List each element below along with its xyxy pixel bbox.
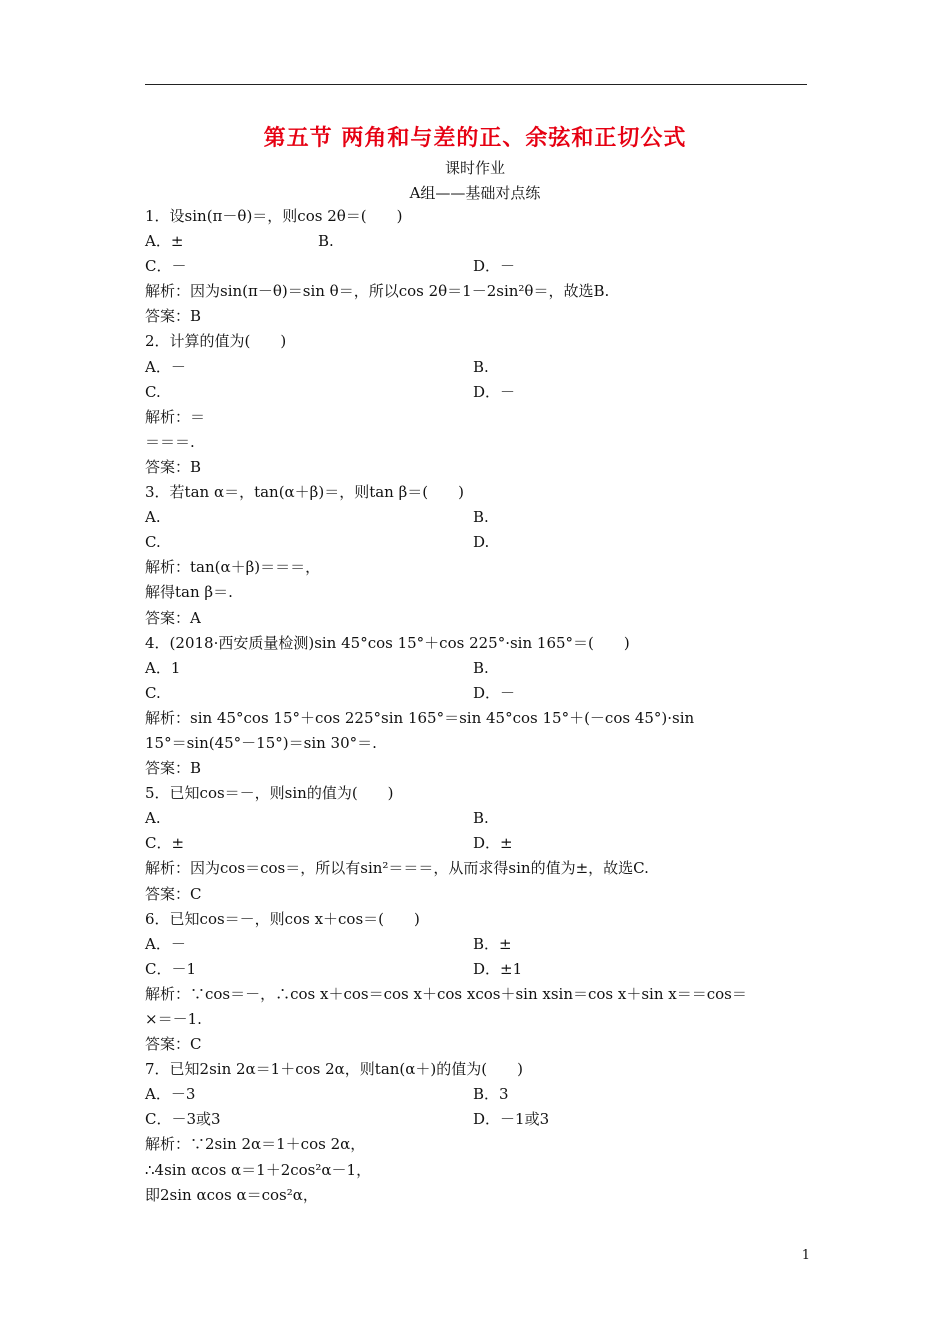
- text-line: 3．若tan α＝，tan(α＋β)＝，则tan β＝( ): [145, 483, 464, 502]
- text-line: ＝＝＝.: [145, 432, 195, 451]
- text-line: 答案：B: [145, 759, 202, 778]
- option-a: A．－3: [145, 1085, 196, 1104]
- text-line: 解析：＝: [145, 407, 206, 426]
- text-line: ×＝－1.: [145, 1010, 202, 1028]
- text-line: 1．设sin(π－θ)＝，则cos 2θ＝( ): [145, 207, 403, 225]
- text-line: 答案：B: [145, 457, 202, 476]
- option-a: A．±: [145, 232, 184, 251]
- option-row: [145, 355, 807, 380]
- option-b: D．－: [473, 257, 516, 276]
- option-row: [145, 656, 807, 681]
- text-line: 解析：∵cos＝－，∴cos x＋cos＝cos x＋cos xcos＋sin xsin＝cos x＋sin x＝＝cos＝: [145, 984, 747, 1003]
- page-number: 1: [801, 1248, 810, 1263]
- option-row: [145, 1082, 807, 1107]
- text-line: 解析：tan(α＋β)＝＝＝，: [145, 558, 321, 577]
- option-row: [145, 932, 807, 957]
- option-row: [145, 505, 807, 530]
- option-a: A．1: [145, 658, 181, 677]
- option-b: B.: [473, 658, 489, 677]
- text-line: 答案：C: [145, 1035, 202, 1054]
- option-row: [145, 1107, 807, 1132]
- option-a: A.: [145, 508, 161, 527]
- option-row: [145, 806, 807, 831]
- text-line: 解析：因为sin(π－θ)＝sin θ＝，所以cos 2θ＝1－2sin²θ＝，故选B.: [145, 282, 610, 301]
- text-line: 7．已知2sin 2α＝1＋cos 2α，则tan(α＋)的值为( ): [145, 1060, 523, 1079]
- option-a: A．－: [145, 357, 186, 376]
- exercise-body: [145, 204, 807, 1208]
- option-a: C.: [145, 683, 161, 702]
- group-label: A组——基础对点练: [409, 184, 541, 202]
- option-b: B.: [473, 508, 489, 527]
- option-row: [145, 957, 807, 982]
- text-line: 答案：A: [145, 608, 201, 627]
- option-a: A.: [145, 809, 161, 828]
- option-b: B.: [318, 232, 334, 251]
- option-b: B．3: [473, 1085, 509, 1104]
- option-row: [145, 254, 807, 279]
- text-line: 4．(2018·西安质量检测)sin 45°cos 15°＋cos 225°·sin 165°＝( ): [145, 633, 630, 652]
- text-line: 解析：∵2sin 2α＝1＋cos 2α，: [145, 1135, 366, 1154]
- text-line: 6．已知cos＝－，则cos x＋cos＝( ): [145, 909, 420, 928]
- option-a: C．－: [145, 257, 187, 276]
- option-b: D.: [473, 533, 490, 552]
- section-title: 第五节 两角和与差的正、余弦和正切公式: [263, 125, 687, 151]
- option-b: D．±: [473, 834, 513, 853]
- option-row: [145, 530, 807, 555]
- text-line: 5．已知cos＝－，则sin的值为( ): [145, 784, 394, 803]
- option-row: [145, 831, 807, 856]
- option-row: [145, 681, 807, 706]
- text-line: 解析：因为cos＝cos＝，所以有sin²＝＝＝，从而求得sin的值为±，故选C.: [145, 859, 649, 878]
- text-line: ∴4sin αcos α＝1＋2cos²α－1，: [145, 1160, 372, 1179]
- text-line: 2．计算的值为( ): [145, 332, 287, 351]
- option-b: D．－: [473, 683, 516, 702]
- option-a: A．－: [145, 934, 186, 953]
- text-line: 答案：B: [145, 307, 202, 326]
- option-a: C.: [145, 382, 161, 401]
- option-b: B．±: [473, 934, 512, 953]
- option-row: [145, 229, 807, 254]
- option-b: D．±1: [473, 959, 523, 978]
- option-b: D．－1或3: [473, 1110, 550, 1129]
- option-a: C．－3或3: [145, 1110, 221, 1129]
- text-line: 解析：sin 45°cos 15°＋cos 225°sin 165°＝sin 45°cos 15°＋(－cos 45°)·sin: [145, 708, 695, 727]
- text-line: 15°＝sin(45°－15°)＝sin 30°＝.: [145, 733, 377, 752]
- option-b: B.: [473, 809, 489, 828]
- option-b: B.: [473, 357, 489, 376]
- text-line: 解得tan β＝.: [145, 583, 233, 602]
- text-line: 答案：C: [145, 884, 202, 903]
- homework-label: 课时作业: [444, 159, 505, 177]
- text-line: 即2sin αcos α＝cos²α，: [145, 1185, 318, 1204]
- option-a: C．±: [145, 834, 185, 853]
- top-rule: [145, 84, 807, 85]
- option-a: C.: [145, 533, 161, 552]
- option-a: C．－1: [145, 959, 197, 978]
- option-row: [145, 380, 807, 405]
- option-b: D．－: [473, 382, 516, 401]
